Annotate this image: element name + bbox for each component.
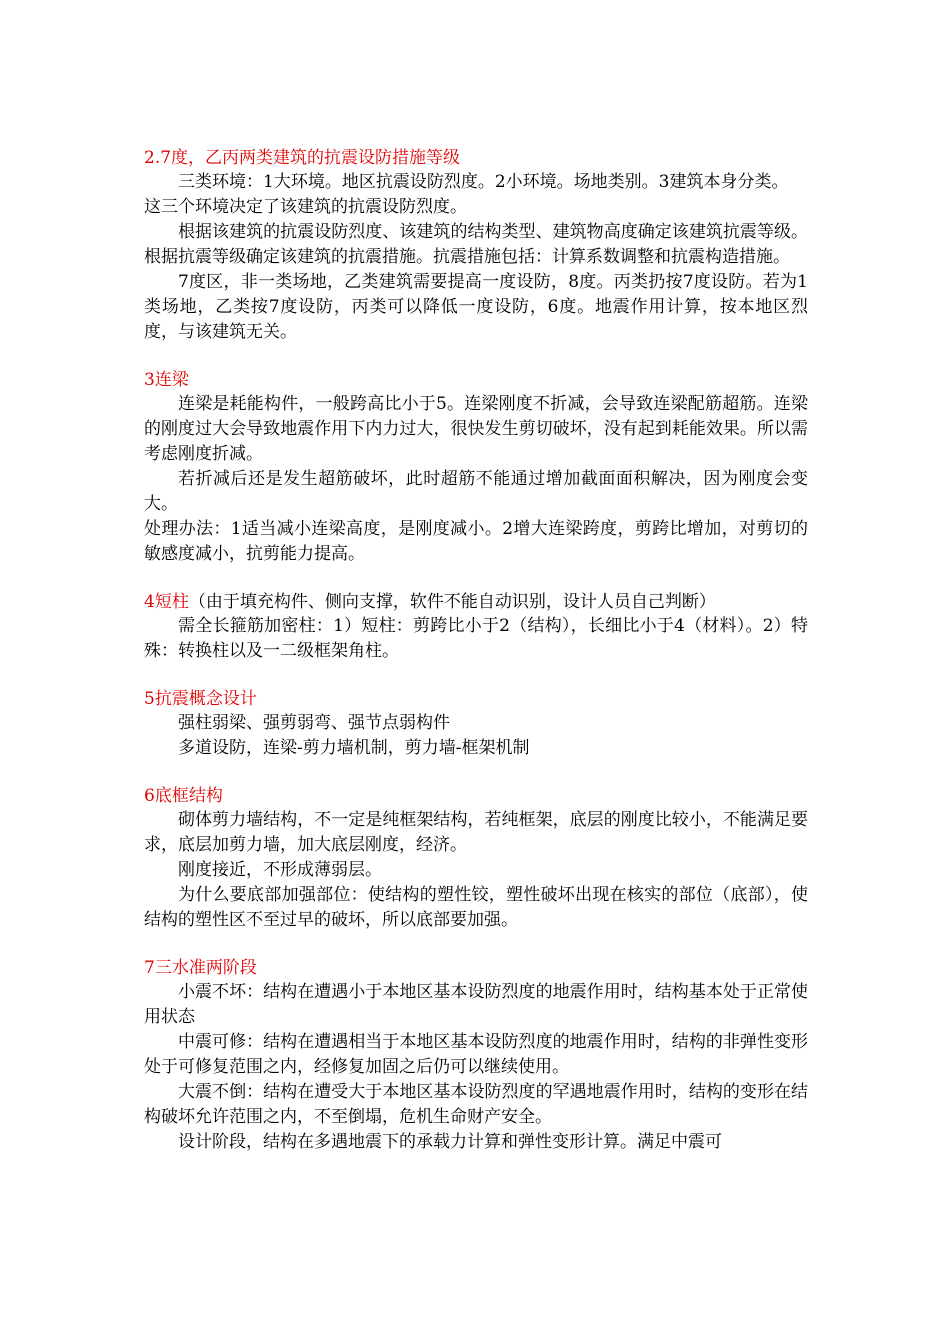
section-heading-note: （由于填充构件、侧向支撑，软件不能自动识别，设计人员自己判断） (188, 592, 716, 612)
section-seismic-grade (144, 147, 808, 345)
paragraph: 需全长箍筋加密柱：1）短柱：剪跨比小于2（结构），长细比小于4（材料）。2）特殊：转换柱以及一二级框架角柱。 (144, 616, 808, 661)
paragraph: 多道设防，连梁-剪力墙机制，剪力墙-框架机制 (178, 738, 530, 758)
section-coupling-beam (144, 369, 808, 567)
paragraph: 若折减后还是发生超筋破坏，此时超筋不能通过增加截面面积解决，因为刚度会变大。 (144, 469, 808, 514)
section-heading: 3连梁 (144, 370, 189, 390)
paragraph: 处理办法：1适当减小连梁高度，是刚度减小。2增大连梁跨度，剪跨比增加，对剪切的敏感度减小，抗剪能力提高。 (144, 519, 808, 564)
paragraph: 连梁是耗能构件，一般跨高比小于5。连梁刚度不折减，会导致连梁配筋超筋。连梁的刚度过大会导致地震作用下内力过大，很快发生剪切破坏，没有起到耗能效果。所以需考虑刚度折减。 (144, 394, 808, 464)
paragraph: 根据该建筑的抗震设防烈度、该建筑的结构类型、建筑物高度确定该建筑抗震等级。根据抗震等级确定该建筑的抗震措施。抗震措施包括：计算系数调整和抗震构造措施。 (144, 222, 808, 267)
section-heading: 2.7度，乙丙两类建筑的抗震设防措施等级 (144, 148, 461, 168)
paragraph: 刚度接近，不形成薄弱层。 (178, 860, 382, 880)
section-short-column (144, 591, 808, 664)
section-concept-design (144, 688, 808, 761)
section-heading: 7三水准两阶段 (144, 958, 257, 978)
section-bottom-frame (144, 785, 808, 933)
paragraph: 中震可修：结构在遭遇相当于本地区基本设防烈度的地震作用时，结构的非弹性变形处于可修复范围之内，经修复加固之后仍可以继续使用。 (144, 1032, 808, 1077)
paragraph: 砌体剪力墙结构，不一定是纯框架结构，若纯框架，底层的刚度比较小，不能满足要求，底层加剪力墙，加大底层刚度，经济。 (144, 810, 808, 855)
paragraph: 三类环境：1大环境。地区抗震设防烈度。2小环境。场地类别。3建筑本身分类。 (178, 172, 789, 192)
paragraph: 设计阶段，结构在多遇地震下的承载力计算和弹性变形计算。满足中震可 (178, 1132, 722, 1152)
paragraph: 7度区，非一类场地，乙类建筑需要提高一度设防，8度。丙类扔按7度设防。若为1类场地，乙类按7度设防，丙类可以降低一度设防，6度。地震作用计算，按本地区烈度，与该建筑无关。 (144, 272, 808, 342)
section-heading: 5抗震概念设计 (144, 689, 257, 709)
section-heading: 6底框结构 (144, 786, 223, 806)
paragraph: 这三个环境决定了该建筑的抗震设防烈度。 (144, 197, 467, 217)
paragraph: 大震不倒：结构在遭受大于本地区基本设防烈度的罕遇地震作用时，结构的变形在结构破坏允许范围之内，不至倒塌，危机生命财产安全。 (144, 1082, 808, 1127)
section-heading-line (144, 591, 808, 614)
paragraph: 强柱弱梁、强剪弱弯、强节点弱构件 (178, 713, 450, 733)
document-body (144, 147, 808, 1179)
paragraph: 为什么要底部加强部位：使结构的塑性铰，塑性破坏出现在核实的部位（底部），使结构的塑性区不至过早的破坏，所以底部要加强。 (144, 885, 808, 930)
paragraph: 小震不坏：结构在遭遇小于本地区基本设防烈度的地震作用时，结构基本处于正常使用状态 (144, 982, 808, 1027)
section-three-levels (144, 957, 808, 1155)
section-heading: 4短柱 (144, 592, 189, 612)
